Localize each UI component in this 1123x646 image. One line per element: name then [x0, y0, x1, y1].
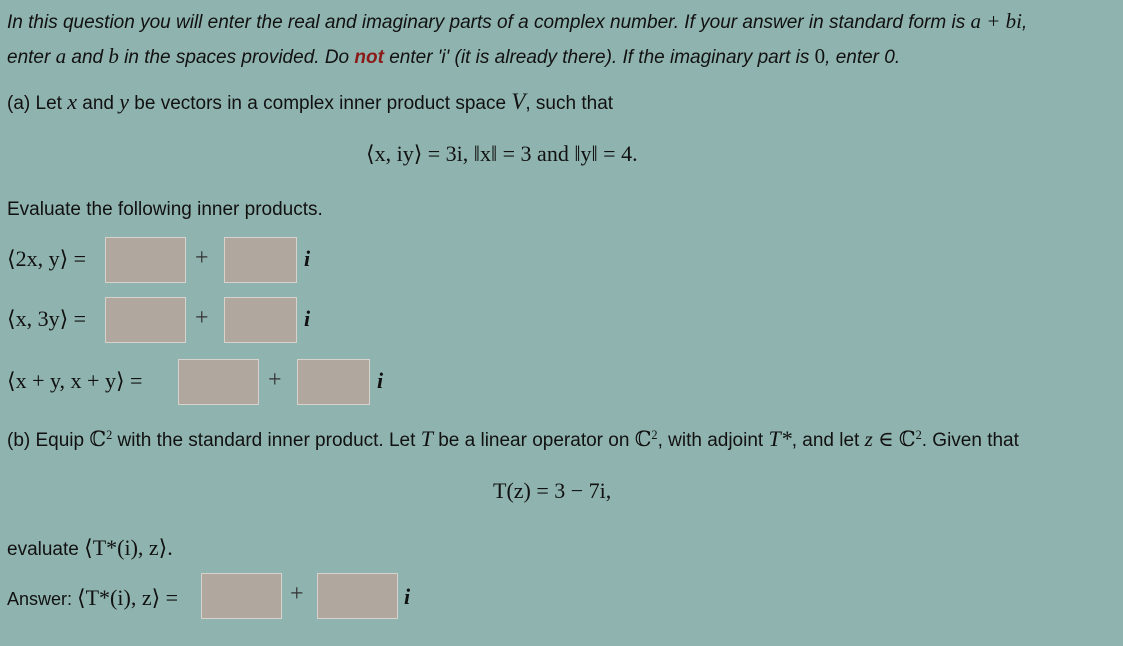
- row-3-i: i: [377, 368, 384, 393]
- row-2-lhs: ⟨x, 3y⟩ =: [7, 306, 87, 331]
- intro-text: and: [66, 47, 109, 68]
- superscript-2: 2: [106, 428, 113, 443]
- intro-math-standard-form: a + bi: [970, 9, 1022, 33]
- superscript-2: 2: [651, 428, 658, 443]
- part-b-evaluate: [7, 535, 173, 561]
- part-a-text: and: [76, 93, 120, 114]
- part-b-text: , with adjoint: [657, 430, 769, 451]
- part-b-text: with the standard inner product. Let: [112, 430, 421, 451]
- row-1-lhs: ⟨2x, y⟩ =: [7, 246, 87, 271]
- row-3-imag-input[interactable]: [297, 359, 370, 405]
- var-a: a: [55, 44, 67, 68]
- row-1-real-input[interactable]: [105, 237, 186, 283]
- var-z-in: z ∈: [864, 427, 899, 451]
- answer-plus: +: [290, 581, 304, 607]
- intro-text: , enter 0.: [825, 47, 901, 68]
- var-b: b: [108, 44, 119, 68]
- answer-real-input[interactable]: [201, 573, 282, 619]
- row-3-real-input[interactable]: [178, 359, 259, 405]
- var-V: V: [511, 89, 526, 114]
- part-b-text: (b) Equip: [7, 430, 90, 451]
- part-b-intro: [7, 426, 1019, 452]
- part-b-text: . Given that: [921, 430, 1019, 451]
- row-3-plus: +: [268, 367, 282, 393]
- evaluate-expression: ⟨T*(i), z⟩.: [84, 535, 173, 560]
- intro-line-1: [7, 9, 1027, 34]
- answer-imag-input[interactable]: [317, 573, 398, 619]
- intro-text: enter 'i' (it is already there). If the imaginary part is: [383, 47, 815, 68]
- given-equation-a: ⟨x, iy⟩ = 3i, ‖x‖ = 3 and ‖y‖ = 4.: [366, 141, 638, 166]
- intro-text: ,: [1022, 12, 1028, 33]
- intro-text: In this question you will enter the real and imaginary parts of a complex number. If your answer in standard form is: [7, 12, 971, 33]
- answer-row: [7, 585, 178, 611]
- intro-text: enter: [7, 47, 56, 68]
- row-1-i: i: [304, 246, 311, 271]
- zero-value: 0: [814, 44, 826, 68]
- complex-C-symbol: ℂ: [89, 427, 107, 451]
- intro-text: in the spaces provided. Do: [118, 47, 355, 68]
- row-2-i: i: [304, 306, 311, 331]
- part-a-text: be vectors in a complex inner product space: [129, 93, 512, 114]
- part-a-text: (a) Let: [7, 93, 68, 114]
- answer-i: i: [404, 584, 411, 609]
- complex-C-symbol: ℂ: [898, 427, 916, 451]
- evaluate-heading: Evaluate the following inner products.: [7, 199, 323, 220]
- row-2-real-input[interactable]: [105, 297, 186, 343]
- part-b-text: , and let: [791, 430, 865, 451]
- superscript-2: 2: [915, 428, 922, 443]
- part-b-text: evaluate: [7, 539, 85, 560]
- emphasis-not: not: [354, 47, 384, 68]
- var-T: T: [420, 426, 433, 451]
- answer-lhs: ⟨T*(i), z⟩ =: [77, 585, 179, 610]
- intro-line-2: [7, 44, 900, 69]
- var-y: y: [119, 89, 129, 114]
- complex-C-symbol: ℂ: [634, 427, 652, 451]
- var-x: x: [67, 89, 77, 114]
- given-equation-b: T(z) = 3 − 7i,: [493, 478, 612, 503]
- part-a-text: , such that: [525, 93, 614, 114]
- row-1-imag-input[interactable]: [224, 237, 297, 283]
- row-3-lhs: ⟨x + y, x + y⟩ =: [7, 368, 143, 393]
- var-T-adjoint: T*: [768, 426, 792, 451]
- part-a-intro: [7, 89, 613, 115]
- row-1-plus: +: [195, 245, 209, 271]
- row-2-plus: +: [195, 305, 209, 331]
- row-2-imag-input[interactable]: [224, 297, 297, 343]
- part-b-text: be a linear operator on: [432, 430, 635, 451]
- answer-label: Answer:: [7, 589, 78, 609]
